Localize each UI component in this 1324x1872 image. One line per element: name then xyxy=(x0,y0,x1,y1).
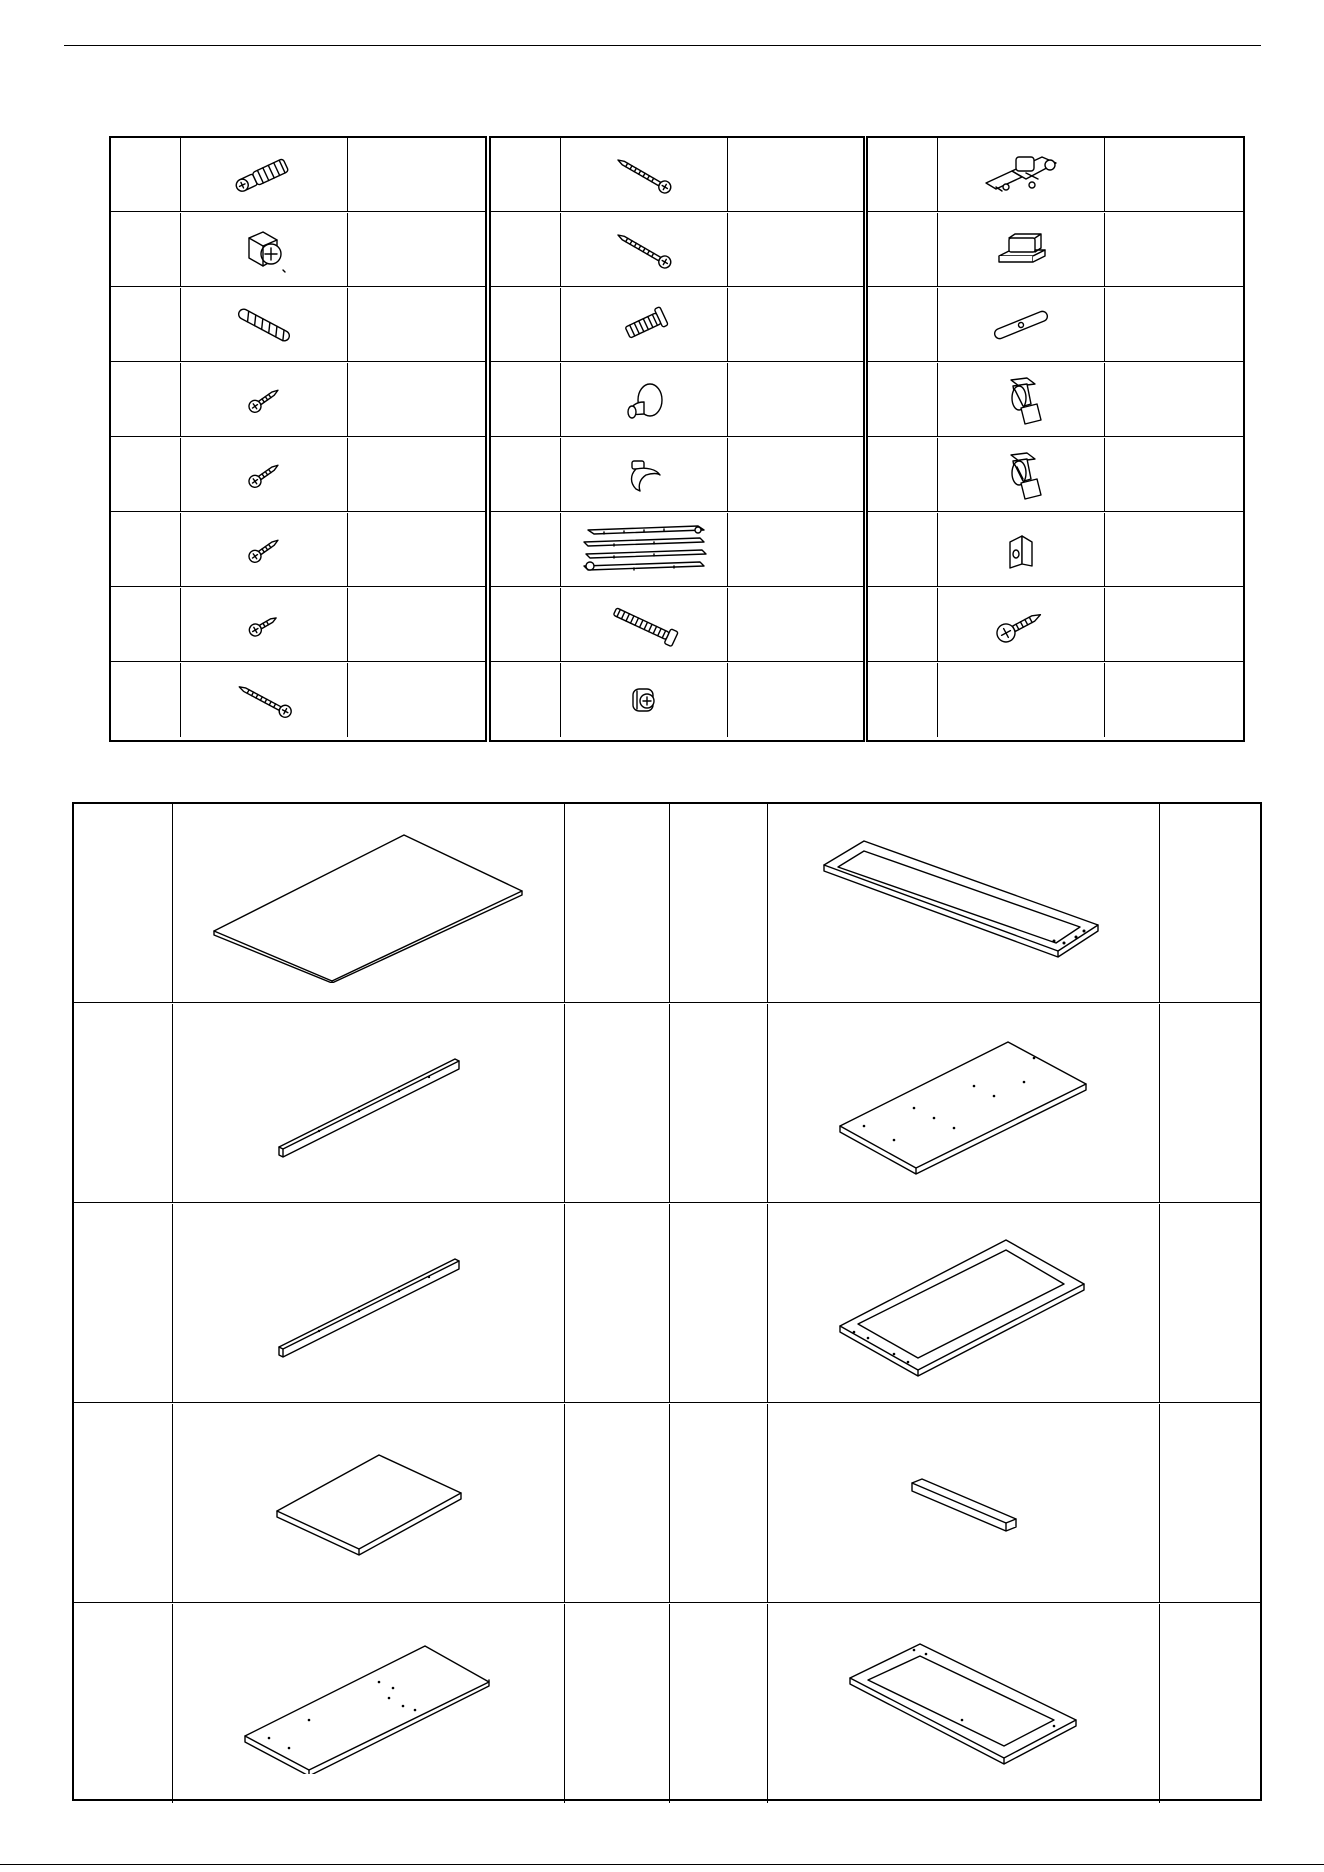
part-id xyxy=(670,1404,768,1602)
part-qty xyxy=(1105,513,1243,586)
hardware-table-3 xyxy=(866,136,1245,742)
part-qty xyxy=(728,438,863,511)
hardware-row xyxy=(868,288,1243,362)
part-id xyxy=(111,663,181,737)
knob-icon xyxy=(561,363,728,436)
hardware-row xyxy=(491,588,863,662)
part-id xyxy=(491,363,561,436)
part-qty xyxy=(728,363,863,436)
part-qty xyxy=(348,438,485,511)
part-id xyxy=(111,588,181,661)
part-id xyxy=(670,1004,768,1202)
part-qty xyxy=(728,588,863,661)
part-qty xyxy=(1105,663,1243,737)
part-qty xyxy=(565,1204,670,1402)
part-qty xyxy=(728,213,863,286)
empty-picture-cell xyxy=(938,663,1105,737)
part-qty xyxy=(728,663,863,737)
hardware-row xyxy=(868,438,1243,512)
strike-plate-icon xyxy=(938,288,1105,361)
part-qty xyxy=(348,588,485,661)
part-id xyxy=(74,1004,173,1202)
part-qty xyxy=(348,138,485,211)
panel-row xyxy=(74,1204,1260,1403)
hardware-table-2 xyxy=(489,136,865,742)
drilled-panel-icon xyxy=(173,1604,565,1803)
hardware-row xyxy=(491,288,863,362)
panel-parts-table xyxy=(72,802,1262,1801)
flat-panel-icon xyxy=(173,804,565,1002)
part-id xyxy=(868,363,938,436)
part-id xyxy=(491,663,561,737)
part-id xyxy=(74,1204,173,1402)
long-screw-icon xyxy=(561,138,728,211)
part-id xyxy=(868,138,938,211)
part-id xyxy=(111,363,181,436)
hardware-row xyxy=(491,663,863,737)
part-id xyxy=(74,1604,173,1803)
drilled-panel-icon xyxy=(768,1004,1160,1202)
small-screw-icon xyxy=(181,363,348,436)
part-qty xyxy=(348,513,485,586)
hardware-table-1 xyxy=(109,136,487,742)
part-qty xyxy=(1160,804,1260,1002)
panel-row xyxy=(74,1004,1260,1203)
corner-block-icon xyxy=(938,513,1105,586)
long-screw-icon xyxy=(181,663,348,737)
part-id xyxy=(868,438,938,511)
part-qty xyxy=(1160,1604,1260,1803)
frame-panel-icon xyxy=(768,1204,1160,1402)
long-screw-icon xyxy=(561,213,728,286)
wide-head-screw-icon xyxy=(938,588,1105,661)
part-id xyxy=(868,663,938,737)
part-id xyxy=(868,213,938,286)
cam-bolt-icon xyxy=(181,138,348,211)
part-qty xyxy=(348,363,485,436)
part-id xyxy=(111,288,181,361)
hardware-row xyxy=(491,363,863,437)
part-id xyxy=(111,438,181,511)
caster-wheel-icon xyxy=(938,438,1105,511)
small-panel-icon xyxy=(173,1404,565,1602)
part-qty xyxy=(565,804,670,1002)
part-qty xyxy=(1105,288,1243,361)
panel-row xyxy=(74,804,1260,1003)
hardware-row xyxy=(868,213,1243,287)
hinge-icon xyxy=(938,138,1105,211)
part-qty xyxy=(565,1604,670,1803)
magnetic-catch-icon xyxy=(938,213,1105,286)
hardware-row xyxy=(868,663,1243,737)
shelf-support-icon xyxy=(561,438,728,511)
cam-lock-icon xyxy=(181,213,348,286)
part-id xyxy=(868,288,938,361)
long-rail-icon xyxy=(173,1004,565,1202)
frame-panel-icon xyxy=(768,804,1160,1002)
part-id xyxy=(111,213,181,286)
top-rule xyxy=(64,45,1261,46)
hardware-row xyxy=(111,213,485,287)
hardware-row xyxy=(491,213,863,287)
drawer-slide-icon xyxy=(561,513,728,586)
small-screw-icon xyxy=(181,588,348,661)
part-id xyxy=(491,513,561,586)
part-qty xyxy=(1160,1404,1260,1602)
part-id xyxy=(670,1604,768,1803)
hardware-row xyxy=(868,138,1243,212)
hardware-row xyxy=(111,363,485,437)
hardware-row xyxy=(111,138,485,212)
small-screw-icon xyxy=(181,438,348,511)
hardware-row xyxy=(868,513,1243,587)
long-rail-icon xyxy=(173,1204,565,1402)
barrel-nut-icon xyxy=(561,663,728,737)
hardware-row xyxy=(111,588,485,662)
part-id xyxy=(670,804,768,1002)
part-id xyxy=(491,288,561,361)
part-qty xyxy=(1105,213,1243,286)
part-id xyxy=(491,588,561,661)
part-qty xyxy=(728,138,863,211)
bolt-icon xyxy=(561,588,728,661)
part-qty xyxy=(1105,138,1243,211)
part-qty xyxy=(348,663,485,737)
short-block-icon xyxy=(768,1404,1160,1602)
frame-panel-icon xyxy=(768,1604,1160,1803)
part-qty xyxy=(728,513,863,586)
caster-wheel-icon xyxy=(938,363,1105,436)
small-screw-icon xyxy=(181,513,348,586)
part-qty xyxy=(565,1004,670,1202)
part-id xyxy=(491,438,561,511)
part-id xyxy=(74,804,173,1002)
panel-row xyxy=(74,1404,1260,1603)
hardware-row xyxy=(111,663,485,737)
part-id xyxy=(868,588,938,661)
part-qty xyxy=(348,213,485,286)
part-qty xyxy=(1160,1204,1260,1402)
hardware-row xyxy=(868,363,1243,437)
panel-row xyxy=(74,1604,1260,1803)
part-qty xyxy=(348,288,485,361)
hardware-row xyxy=(491,438,863,512)
hardware-row xyxy=(491,513,863,587)
part-qty xyxy=(565,1404,670,1602)
part-id xyxy=(670,1204,768,1402)
hardware-row xyxy=(111,438,485,512)
hardware-row xyxy=(868,588,1243,662)
hardware-row xyxy=(491,138,863,212)
part-id xyxy=(111,138,181,211)
hardware-row xyxy=(111,288,485,362)
part-id xyxy=(491,138,561,211)
machine-screw-icon xyxy=(561,288,728,361)
wooden-dowel-icon xyxy=(181,288,348,361)
part-id xyxy=(74,1404,173,1602)
part-qty xyxy=(1105,588,1243,661)
part-qty xyxy=(1105,438,1243,511)
hardware-row xyxy=(111,513,485,587)
part-qty xyxy=(728,288,863,361)
part-id xyxy=(868,513,938,586)
part-qty xyxy=(1105,363,1243,436)
bottom-rule xyxy=(0,1864,1324,1865)
part-qty xyxy=(1160,1004,1260,1202)
part-id xyxy=(491,213,561,286)
part-id xyxy=(111,513,181,586)
